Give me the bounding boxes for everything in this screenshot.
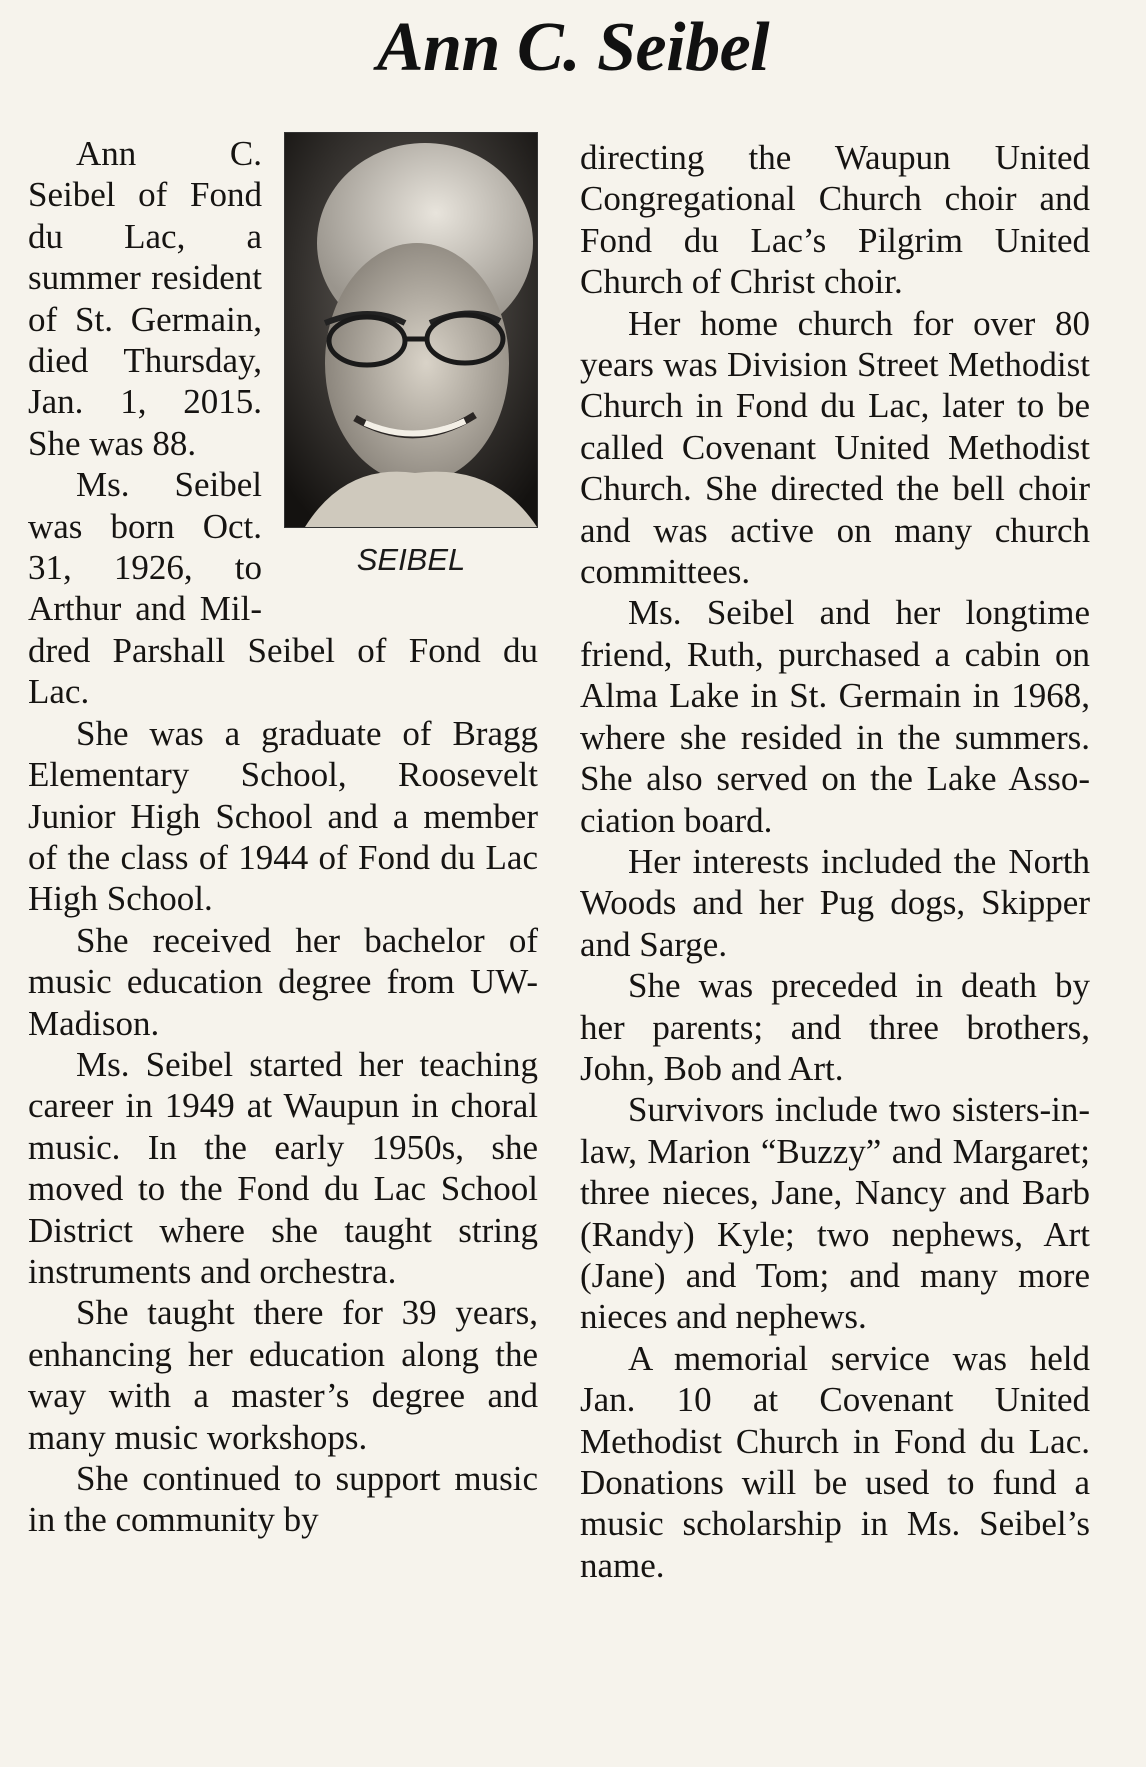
portrait-photo-drawing (285, 133, 537, 527)
paragraph: Ms. Seibel was born Oct. 31, 1926, to Arthur and Mildred Parshall Seibel of Fond du Lac. (28, 465, 538, 712)
photo-caption: SEIBEL (356, 542, 466, 577)
paragraph: She was preceded in death by her parents; and three brothers, John, Bob and Art. (580, 966, 1090, 1088)
paragraph: She continued to support music in the community by (28, 1459, 538, 1540)
portrait-photo-icon (284, 132, 538, 528)
paragraph: Ann C. Seibel of Fond du Lac, a summer resident of St. Germain, died Thursday, Jan. 1, 2015. She was 88. (28, 134, 262, 463)
paragraph: Ms. Seibel and her longtime friend, Ruth, purchased a cabin on Alma Lake in St. Germain in 1968, where she resided in the summers. She also served on the Lake Association board. (580, 593, 1090, 840)
paragraph: Her home church for over 80 years was Division Street Methodist Church in Fond du Lac, later to be called Covenant United Methodist Church. She directed the bell choir and was active on many church committees. (580, 303, 1090, 592)
paragraph: Ms. Seibel started her teaching career in 1949 at Waupun in choral music. In the early 1950s, she moved to the Fond du Lac School District where she taught string instruments and orchestra. (28, 1044, 538, 1291)
paragraph: She taught there for 39 years, enhancing her education along the way with a master’s degree and many music workshops. (28, 1293, 538, 1457)
right-column (580, 137, 1090, 1586)
paragraph: Survivors include two sisters-in-law, Marion “Buzzy” and Margaret; three nieces, Jane, Nancy and Barb (Randy) Kyle; two nephews, Art (Jane) and Tom; and many more nieces and nephews. (580, 1090, 1090, 1337)
paragraph: She received her bachelor of music education degree from UW-Madison. (28, 920, 538, 1043)
paragraph-continued: directing the Waupun United Congregational Church choir and Fond du Lac’s Pilgrim United Church of Christ choir. (580, 138, 1090, 302)
obituary-headline: Ann C. Seibel (376, 9, 770, 86)
paragraph: A memorial service was held Jan. 10 at Covenant United Methodist Church in Fond du Lac. Donations will be used to fund a music scholarship in Ms. Seibel’s name. (580, 1338, 1090, 1585)
paragraph: She was a graduate of Bragg Elementary School, Roosevelt Junior High School and a member of the class of 1944 of Fond du Lac High School. (28, 713, 538, 919)
photo-block (284, 132, 538, 612)
paragraph: Her interests included the North Woods and her Pug dogs, Skipper and Sarge. (580, 841, 1090, 964)
left-column (28, 133, 538, 1541)
